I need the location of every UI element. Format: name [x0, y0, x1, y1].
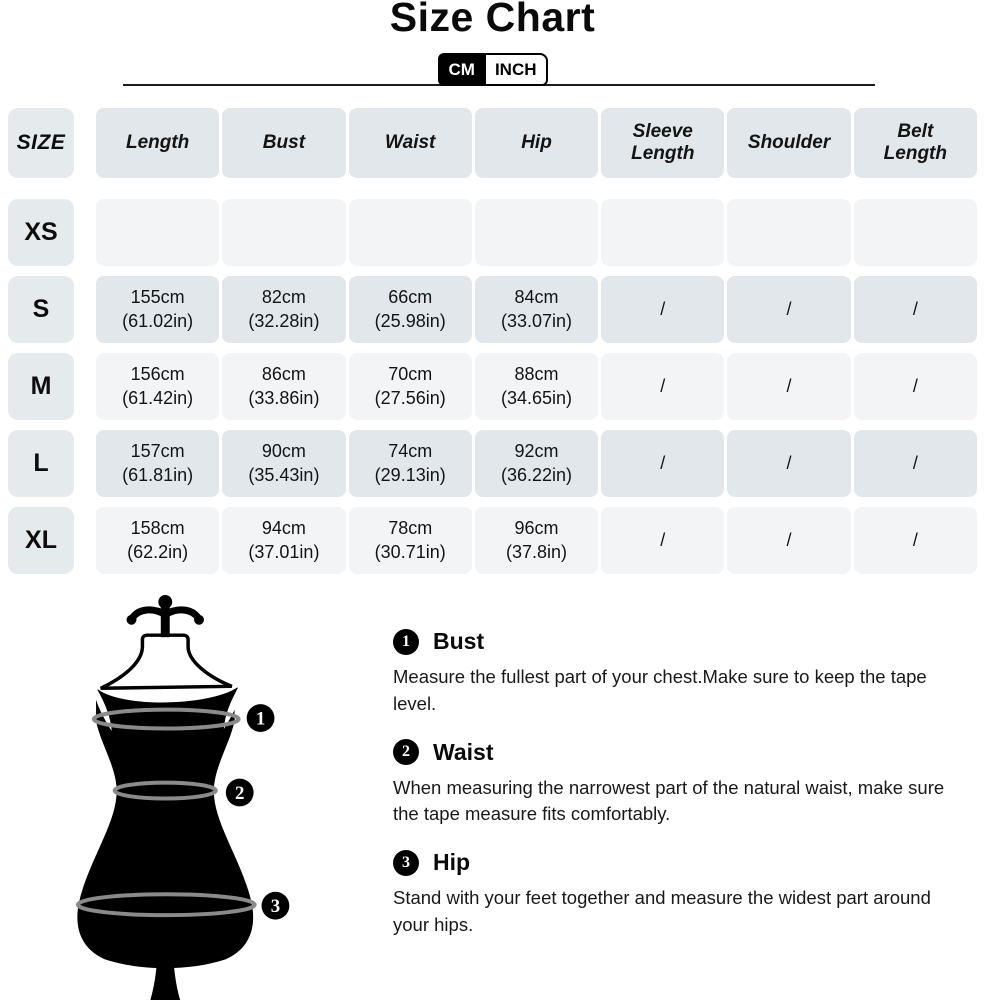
cell-line: 94cm [261, 518, 306, 539]
guide-item-hip [393, 849, 971, 939]
column-header: Length [96, 108, 219, 178]
table-row [8, 507, 977, 574]
table-cell [475, 353, 598, 420]
table-cell [349, 199, 472, 266]
table-cell [475, 430, 598, 497]
guide-text: Stand with your feet together and measure the widest part around your hips. [393, 887, 931, 936]
cell-line: / [786, 452, 792, 473]
size-label: XL [8, 507, 74, 574]
column-header: Shoulder [727, 108, 850, 178]
table-cell [854, 430, 977, 497]
figure-marker-bust [247, 704, 275, 732]
page-title: Size Chart [389, 0, 596, 40]
table-cell [727, 276, 850, 343]
cell-line: (27.56in) [374, 387, 446, 408]
cell-line: 78cm [388, 518, 433, 539]
cell-line: (33.86in) [248, 387, 320, 408]
cell-line: 66cm [388, 287, 433, 308]
guide-title: Bust [433, 628, 485, 654]
cell-line: 86cm [261, 364, 306, 385]
figure-marker-hip [262, 892, 290, 920]
table-cell [854, 353, 977, 420]
size-corner-label: SIZE [8, 108, 74, 178]
cell-line: (37.01in) [248, 541, 320, 562]
guide-text: Measure the fullest part of your chest.Make sure to keep the tape level. [393, 666, 927, 714]
size-label: L [8, 430, 74, 497]
table-cell [96, 353, 219, 420]
table-cell [727, 353, 850, 420]
table-row [8, 276, 977, 343]
cell-line: (25.98in) [374, 310, 446, 331]
column-header: Hip [475, 108, 598, 178]
cell-line: (35.43in) [248, 464, 320, 485]
table-row [8, 199, 977, 266]
table-cell [475, 507, 598, 574]
table-cell [349, 276, 472, 343]
table-cell [349, 353, 472, 420]
guide-title: Waist [433, 738, 494, 765]
size-table [8, 108, 977, 584]
table-cell [601, 507, 724, 574]
table-cell [727, 507, 850, 574]
cell-line: (30.71in) [374, 541, 446, 562]
cell-line: 158cm [130, 518, 185, 539]
table-cell [854, 199, 977, 266]
figure-marker-waist [226, 779, 254, 807]
table-header-row [8, 108, 977, 178]
table-cell [601, 199, 724, 266]
size-label: M [8, 353, 74, 420]
cell-line: (33.07in) [500, 310, 573, 331]
cell-line: 92cm [514, 441, 559, 462]
guide-text: When measuring the narrowest part of the natural waist, make sure the tape measure fits comfortably. [393, 776, 945, 825]
unit-toggle [437, 53, 547, 86]
cell-line: 157cm [130, 441, 185, 462]
number-badge-icon: 3 [393, 850, 419, 876]
cell-line: (61.42in) [122, 387, 194, 408]
table-cell [854, 276, 977, 343]
table-cell [601, 430, 724, 497]
unit-inch-button[interactable]: INCH [486, 53, 548, 86]
table-cell [475, 276, 598, 343]
cell-line: (29.13in) [374, 464, 446, 485]
table-cell [222, 430, 345, 497]
table-cell [349, 430, 472, 497]
size-label: XS [8, 199, 74, 266]
guide-item-bust [393, 628, 971, 718]
svg-text:3: 3 [270, 896, 281, 918]
column-header: Waist [349, 108, 472, 178]
cell-line: 90cm [261, 441, 306, 462]
table-cell [96, 276, 219, 343]
cell-line: / [786, 298, 792, 319]
cell-line: / [912, 375, 918, 396]
cell-line: 84cm [514, 287, 559, 308]
cell-line: (32.28in) [248, 310, 320, 331]
cell-line: / [786, 375, 792, 396]
cell-line: / [786, 529, 792, 550]
guide-title: Hip [433, 849, 471, 876]
cell-line: 70cm [388, 364, 433, 385]
table-cell [222, 199, 345, 266]
number-badge-icon: 1 [393, 629, 419, 655]
number-badge-icon: 2 [393, 739, 419, 765]
table-cell [475, 199, 598, 266]
hanger-knob-icon [127, 595, 203, 636]
table-cell [96, 430, 219, 497]
cell-line: / [660, 375, 666, 396]
cell-line: 156cm [130, 364, 185, 385]
table-cell [96, 507, 219, 574]
table-cell [601, 353, 724, 420]
size-label: S [8, 276, 74, 343]
cell-line: / [912, 529, 918, 550]
svg-text:2: 2 [234, 782, 245, 804]
cell-line: / [660, 298, 666, 319]
guide-heading [393, 739, 971, 766]
column-header: Bust [222, 108, 345, 178]
cell-line: (62.2in) [127, 541, 189, 562]
dress-form-illustration [30, 593, 370, 1000]
table-cell [222, 507, 345, 574]
guide-heading [393, 628, 971, 655]
table-row [8, 430, 977, 497]
table-cell [601, 276, 724, 343]
measuring-guide [393, 628, 971, 960]
table-cell [727, 430, 850, 497]
table-cell [222, 353, 345, 420]
cell-line: 82cm [261, 287, 306, 308]
cell-line: 74cm [388, 441, 433, 462]
cell-line: / [912, 298, 918, 319]
column-header: Belt Length [854, 108, 977, 178]
table-cell [854, 507, 977, 574]
cell-line: (61.02in) [122, 310, 194, 331]
table-cell [727, 199, 850, 266]
cell-line: 155cm [130, 287, 185, 308]
guide-item-waist [393, 739, 971, 829]
cell-line: 96cm [514, 518, 559, 539]
cell-line: (61.81in) [122, 464, 194, 485]
table-row [8, 353, 977, 420]
cell-line: / [660, 529, 666, 550]
cell-line: (34.65in) [500, 387, 573, 408]
cell-line: 88cm [514, 364, 559, 385]
table-cell [96, 199, 219, 266]
guide-heading [393, 849, 971, 876]
cell-line: (36.22in) [500, 464, 573, 485]
cell-line: (37.8in) [505, 541, 567, 562]
column-header: Sleeve Length [601, 108, 724, 178]
cell-line: / [660, 452, 666, 473]
cell-line: / [912, 452, 918, 473]
unit-cm-button[interactable]: CM [437, 53, 485, 86]
table-cell [222, 276, 345, 343]
mannequin-neck [101, 635, 232, 688]
dress-form-figure [30, 593, 370, 1000]
svg-text:1: 1 [255, 708, 266, 730]
table-cell [349, 507, 472, 574]
